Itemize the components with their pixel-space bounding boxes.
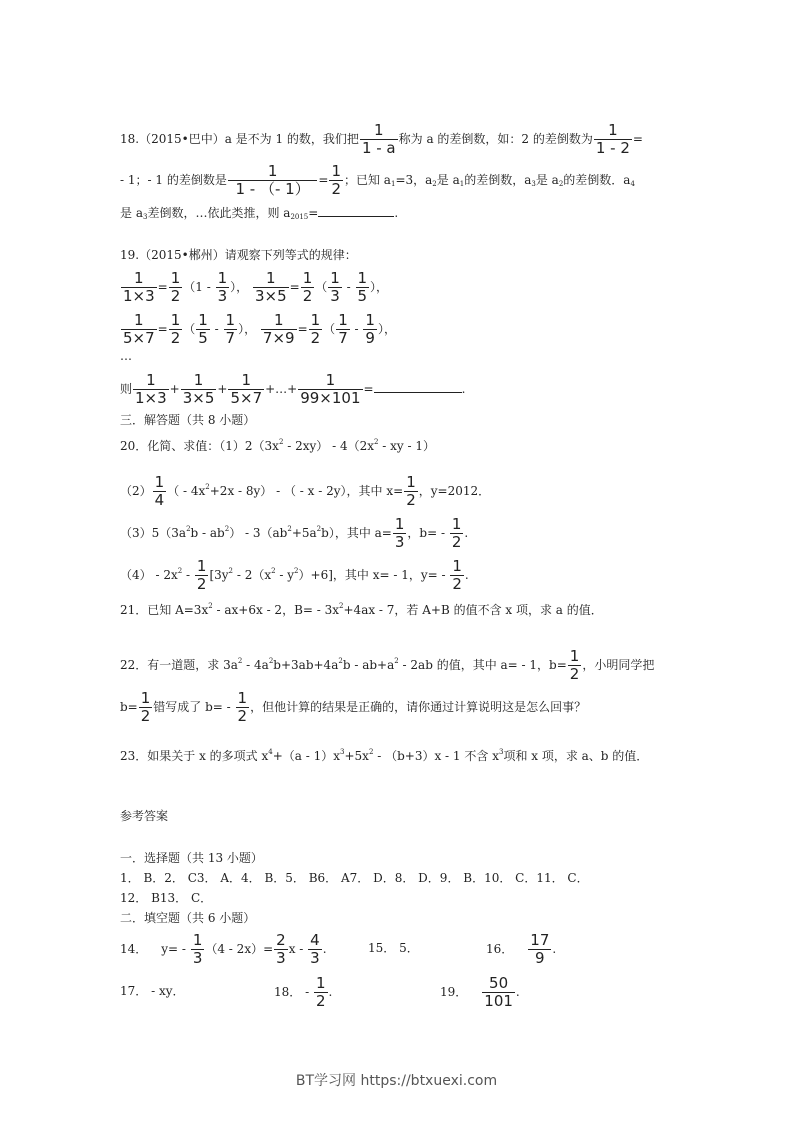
q23-text: +5x: [344, 749, 369, 763]
superscript: 2: [316, 525, 322, 533]
superscript: 2: [294, 567, 299, 575]
numerator: 1: [310, 311, 321, 329]
denominator: 5×7: [230, 389, 263, 407]
subscript: 2015: [290, 213, 309, 221]
q22-text: - 4a: [242, 658, 269, 672]
numerator: 1: [140, 689, 151, 707]
answer-18: [274, 975, 332, 1010]
equals: =: [363, 382, 374, 396]
q18-text: 的差倒数，a: [464, 173, 532, 187]
fraction: [195, 558, 209, 593]
denominator: 3: [192, 949, 203, 967]
denominator: 1×3: [123, 287, 155, 305]
fraction: [404, 474, 418, 509]
numerator: 1: [451, 515, 462, 533]
answer-17: 17． - xy．: [120, 984, 185, 998]
fraction: [594, 122, 632, 157]
fraction: [308, 932, 322, 967]
superscript: 2: [177, 567, 183, 575]
q20-text: +5a: [291, 526, 317, 540]
q20-text: .: [464, 526, 469, 540]
denominator: 3: [276, 949, 286, 967]
numerator: 1: [365, 311, 375, 329]
q18-text: =: [632, 132, 643, 146]
fraction: [450, 516, 464, 551]
q21: [120, 598, 603, 618]
superscript: 2: [394, 657, 399, 665]
answer-19: [440, 975, 520, 1010]
q19-text: .: [461, 382, 466, 396]
q20-text: （ - 4x: [167, 484, 206, 498]
denominator: 2: [302, 287, 313, 305]
q19-text: -: [210, 322, 223, 336]
q18-text: 差倒数，…依此类推，则 a: [147, 206, 291, 220]
q19-text: ），: [377, 322, 396, 336]
answer-label: 18．: [274, 985, 302, 999]
q23: [120, 744, 648, 764]
fraction: [356, 270, 370, 305]
denominator: 9: [535, 949, 545, 967]
denominator: 2: [331, 180, 341, 198]
q20-text: ，b= -: [407, 526, 449, 540]
numerator: 1: [217, 269, 228, 287]
q19-text: ），: [238, 322, 257, 336]
denominator: 2: [196, 575, 207, 593]
denominator: 2: [170, 287, 181, 305]
q19-text: （1 -: [183, 280, 215, 294]
q20-text: [3y: [209, 568, 229, 582]
q20-part2: [120, 474, 490, 509]
superscript: 2: [205, 483, 210, 491]
q18-text: =: [318, 173, 329, 187]
denominator: 1 - 2: [595, 139, 630, 157]
numerator: 1: [228, 163, 318, 181]
denominator: 9: [365, 329, 375, 347]
q19-title: 19.（2015•郴州）请观察下列等式的规律：: [120, 248, 357, 262]
superscript: 3: [340, 748, 345, 756]
answer-text: x -: [288, 942, 308, 956]
q20-part1: [120, 434, 435, 454]
subscript: 1: [459, 180, 465, 188]
q18-text: =3，a: [395, 173, 433, 187]
answer-text: y= -: [161, 942, 190, 956]
superscript: 2: [224, 525, 230, 533]
fraction: [360, 122, 398, 157]
answer-label: 16．: [486, 942, 514, 956]
superscript: 2: [338, 657, 343, 665]
fraction: [568, 648, 582, 683]
q22-text: ，小明同学把: [582, 658, 655, 672]
numerator: 50: [482, 975, 515, 993]
answer-text: .: [552, 942, 557, 956]
denominator: 7: [338, 329, 348, 347]
subscript: 1: [390, 180, 396, 188]
denominator: 2: [315, 992, 326, 1010]
numerator: 1: [315, 974, 326, 992]
subscript: 4: [630, 180, 635, 188]
answer-15: 15． 5．: [368, 941, 419, 955]
q18-text: - 1；- 1 的差倒数是: [120, 173, 227, 187]
answers-mc-line1: 1． B．2． C3． A．4． B．5． B6． A7． D．8． D．9． B．10． C．11． C．: [120, 871, 589, 885]
plus: +: [217, 382, 228, 396]
answers-section1: 一．选择题（共 13 小题）: [120, 851, 263, 865]
q22-line1: [120, 648, 654, 683]
fraction: [133, 372, 169, 407]
plus: +: [169, 382, 180, 396]
q20-text: -: [182, 568, 194, 582]
numerator: 1: [298, 372, 362, 390]
fraction: [528, 932, 551, 967]
fraction: [139, 690, 153, 725]
q19-text: （: [315, 280, 328, 294]
fraction: [274, 932, 288, 967]
fraction: [261, 312, 297, 347]
superscript: 2: [339, 602, 344, 610]
q19-row2: [120, 312, 396, 347]
numerator: 1: [331, 162, 341, 180]
fraction: [329, 163, 343, 198]
answer-label: 14．: [120, 942, 148, 956]
denominator: 5: [198, 329, 208, 347]
superscript: 2: [374, 438, 379, 446]
superscript: 2: [228, 567, 234, 575]
numerator: 1: [261, 312, 297, 330]
q18-text: =: [308, 206, 319, 220]
q20-text: - 2（x: [233, 568, 272, 582]
fraction: [121, 270, 157, 305]
superscript: 2: [186, 525, 191, 533]
q22-text: 错写成了 b= -: [153, 700, 235, 714]
q19-text: +…+: [265, 382, 298, 396]
denominator: 3: [394, 533, 405, 551]
denominator: 2: [237, 707, 248, 725]
q21-text: - ax+6x - 2，B= - 3x: [212, 603, 340, 617]
q23-text: 项和 x 项，求 a、b 的值．: [503, 749, 649, 763]
numerator: 1: [121, 270, 157, 288]
denominator: 5×7: [123, 329, 155, 347]
superscript: 3: [498, 748, 504, 756]
site-watermark: BT学习网 https://btxuexi.com: [295, 1073, 498, 1089]
fraction: [153, 474, 167, 509]
numerator: 2: [276, 931, 286, 949]
q23-text: 23．如果关于 x 的多项式 x: [120, 749, 269, 763]
denominator: 7: [225, 329, 236, 347]
numerator: 1: [133, 372, 169, 390]
q22-text: ，但他计算的结果是正确的，请你通过计算说明这是怎么回事？: [250, 700, 587, 714]
numerator: 1: [225, 311, 236, 329]
answer-blank: [374, 380, 462, 393]
q18-text: 是 a: [535, 173, 559, 187]
denominator: 1×3: [135, 389, 167, 407]
fraction: [450, 558, 464, 593]
fraction: [309, 312, 323, 347]
answer-text: .: [322, 942, 327, 956]
fraction: [298, 372, 362, 407]
answer-16: [486, 932, 556, 967]
numerator: 1: [170, 311, 181, 329]
q19-dots: …: [120, 349, 132, 363]
q19-text: （: [183, 322, 196, 336]
subscript: 3: [531, 180, 536, 188]
answer-text: .: [515, 985, 520, 999]
denominator: 101: [484, 992, 513, 1010]
numerator: 1: [394, 515, 405, 533]
fraction: [216, 270, 230, 305]
superscript: 2: [368, 748, 374, 756]
answer-blank: [318, 204, 394, 217]
q19-text: 则: [120, 382, 133, 396]
numerator: 1: [192, 931, 203, 949]
denominator: 2: [451, 533, 462, 551]
answer-text: （4 - 2x）=: [205, 942, 274, 956]
superscript: 2: [287, 525, 292, 533]
q20-text: b），其中 a=: [321, 526, 392, 540]
q18-text: 是 a: [120, 206, 143, 220]
denominator: 4: [154, 491, 165, 509]
numerator: 1: [406, 473, 416, 491]
denominator: 3: [217, 287, 228, 305]
fraction: [363, 312, 377, 347]
denominator: 2: [452, 575, 462, 593]
q22-text: - 2ab 的值，其中 a= - 1，b=: [398, 658, 567, 672]
numerator: 1: [594, 122, 632, 140]
q19-sum: [120, 372, 465, 407]
numerator: 1: [330, 269, 340, 287]
q20-text: ）+6]，其中 x= - 1，y= -: [298, 568, 450, 582]
numerator: 1: [170, 269, 181, 287]
denominator: 2: [310, 329, 321, 347]
q22-text: 22．有一道题，求 3a: [120, 658, 238, 672]
fraction: [121, 312, 157, 347]
fraction: [181, 372, 217, 407]
q20-text: +2x - 8y） - （ - x - 2y），其中 x=: [209, 484, 404, 498]
answers-title: 参考答案: [120, 809, 169, 823]
q18-text: 18.（2015•巴中）a 是不为 1 的数，我们把: [120, 132, 359, 146]
q20-text: b - ab: [190, 526, 225, 540]
fraction: [228, 163, 318, 198]
q18-text: 是 a: [436, 173, 460, 187]
numerator: 1: [196, 557, 207, 575]
denominator: 7×9: [262, 329, 295, 347]
fraction: [336, 312, 350, 347]
q19-text: -: [342, 280, 355, 294]
q20-text: - xy - 1）: [378, 439, 436, 453]
numerator: 1: [569, 647, 580, 665]
q22-line2: [120, 690, 586, 725]
answers-section2: 二．填空题（共 6 小题）: [120, 911, 256, 925]
q18-line3: [120, 204, 398, 225]
numerator: 1: [357, 269, 368, 287]
answer-label: 19．: [440, 985, 468, 999]
superscript: 2: [237, 657, 243, 665]
superscript: 2: [271, 567, 276, 575]
q20-part4: [120, 558, 469, 593]
fraction: [301, 270, 315, 305]
fraction: [224, 312, 238, 347]
q20-part3: [120, 516, 468, 551]
q20-text: ，y=2012．: [418, 484, 491, 498]
numerator: 1: [302, 269, 313, 287]
q20-text: .: [464, 568, 469, 582]
denominator: 5: [357, 287, 368, 305]
q18-text: 称为 a 的差倒数，如：2 的差倒数为: [398, 132, 593, 146]
q18-text: ；已知 a: [343, 173, 391, 187]
fraction: [191, 932, 205, 967]
superscript: 4: [268, 748, 273, 756]
superscript: 2: [268, 657, 274, 665]
denominator: 2: [406, 491, 416, 509]
numerator: 1: [228, 372, 264, 390]
q23-text: - （b+3）x - 1 不含 x: [373, 749, 499, 763]
q22-text: b - ab+a: [342, 658, 395, 672]
q19-text: ），: [230, 280, 249, 294]
q22-text: b+3ab+4a: [273, 658, 339, 672]
q21-text: 21．已知 A=3x: [120, 603, 209, 617]
subscript: 2: [558, 180, 564, 188]
equals: =: [297, 322, 308, 336]
answer-text: .: [328, 985, 333, 999]
fraction: [169, 312, 183, 347]
answers-row-14-16: [120, 932, 327, 967]
denominator: 1 - a: [361, 139, 396, 157]
fraction: [482, 975, 515, 1010]
q19-text: ），: [370, 280, 389, 294]
fraction: [253, 270, 289, 305]
q20-text: （4） - 2x: [120, 568, 178, 582]
denominator: 2: [569, 665, 580, 683]
q20-text: （3）5（3a: [120, 526, 187, 540]
numerator: 1: [452, 557, 462, 575]
q21-text: +4ax - 7，若 A+B 的值不含 x 项，求 a 的值．: [343, 603, 603, 617]
numerator: 1: [154, 473, 165, 491]
q23-text: +（a - 1）x: [272, 749, 341, 763]
q20-text: 20．化简、求值：（1）2（3x: [120, 439, 279, 453]
denominator: 3: [330, 287, 340, 305]
answer-text: -: [301, 985, 313, 999]
superscript: 2: [278, 438, 284, 446]
fraction: [393, 516, 407, 551]
denominator: 3: [310, 949, 320, 967]
numerator: 1: [121, 312, 157, 330]
numerator: 1: [360, 122, 398, 140]
fraction: [228, 372, 264, 407]
q19-text: （: [323, 322, 336, 336]
fraction: [196, 312, 210, 347]
subscript: 3: [142, 213, 148, 221]
section-heading: 三．解答题（共 8 小题）: [120, 413, 256, 427]
fraction: [328, 270, 342, 305]
numerator: 17: [530, 931, 550, 949]
q18-text: 的差倒数．a: [563, 173, 631, 187]
q18-line2: [120, 163, 635, 198]
fraction: [314, 975, 328, 1010]
numerator: 1: [237, 689, 248, 707]
fraction: [236, 690, 250, 725]
numerator: 1: [338, 311, 348, 329]
equals: =: [157, 322, 168, 336]
numerator: 1: [198, 311, 208, 329]
q20-text: ） - 3（ab: [229, 526, 288, 540]
superscript: 2: [208, 602, 213, 610]
denominator: 2: [140, 707, 151, 725]
denominator: 99×101: [300, 389, 361, 407]
numerator: 1: [181, 372, 217, 390]
q18-line1: [120, 122, 643, 157]
denominator: 1 - （- 1）: [235, 180, 310, 198]
subscript: 2: [432, 180, 437, 188]
q20-text: - 2xy） - 4（2x: [283, 439, 375, 453]
denominator: 2: [170, 329, 181, 347]
q22-text: b=: [120, 700, 138, 714]
q20-text: - y: [275, 568, 295, 582]
equals: =: [289, 280, 300, 294]
numerator: 1: [253, 270, 289, 288]
q19-row1: [120, 270, 388, 305]
q20-text: （2）: [120, 484, 152, 498]
denominator: 3×5: [182, 389, 215, 407]
q19-text: -: [350, 322, 363, 336]
equals: =: [157, 280, 168, 294]
answers-mc-line2: 12． B13． C．: [120, 891, 213, 905]
denominator: 3×5: [254, 287, 287, 305]
fraction: [169, 270, 183, 305]
q18-text: .: [394, 206, 399, 220]
numerator: 4: [310, 931, 320, 949]
